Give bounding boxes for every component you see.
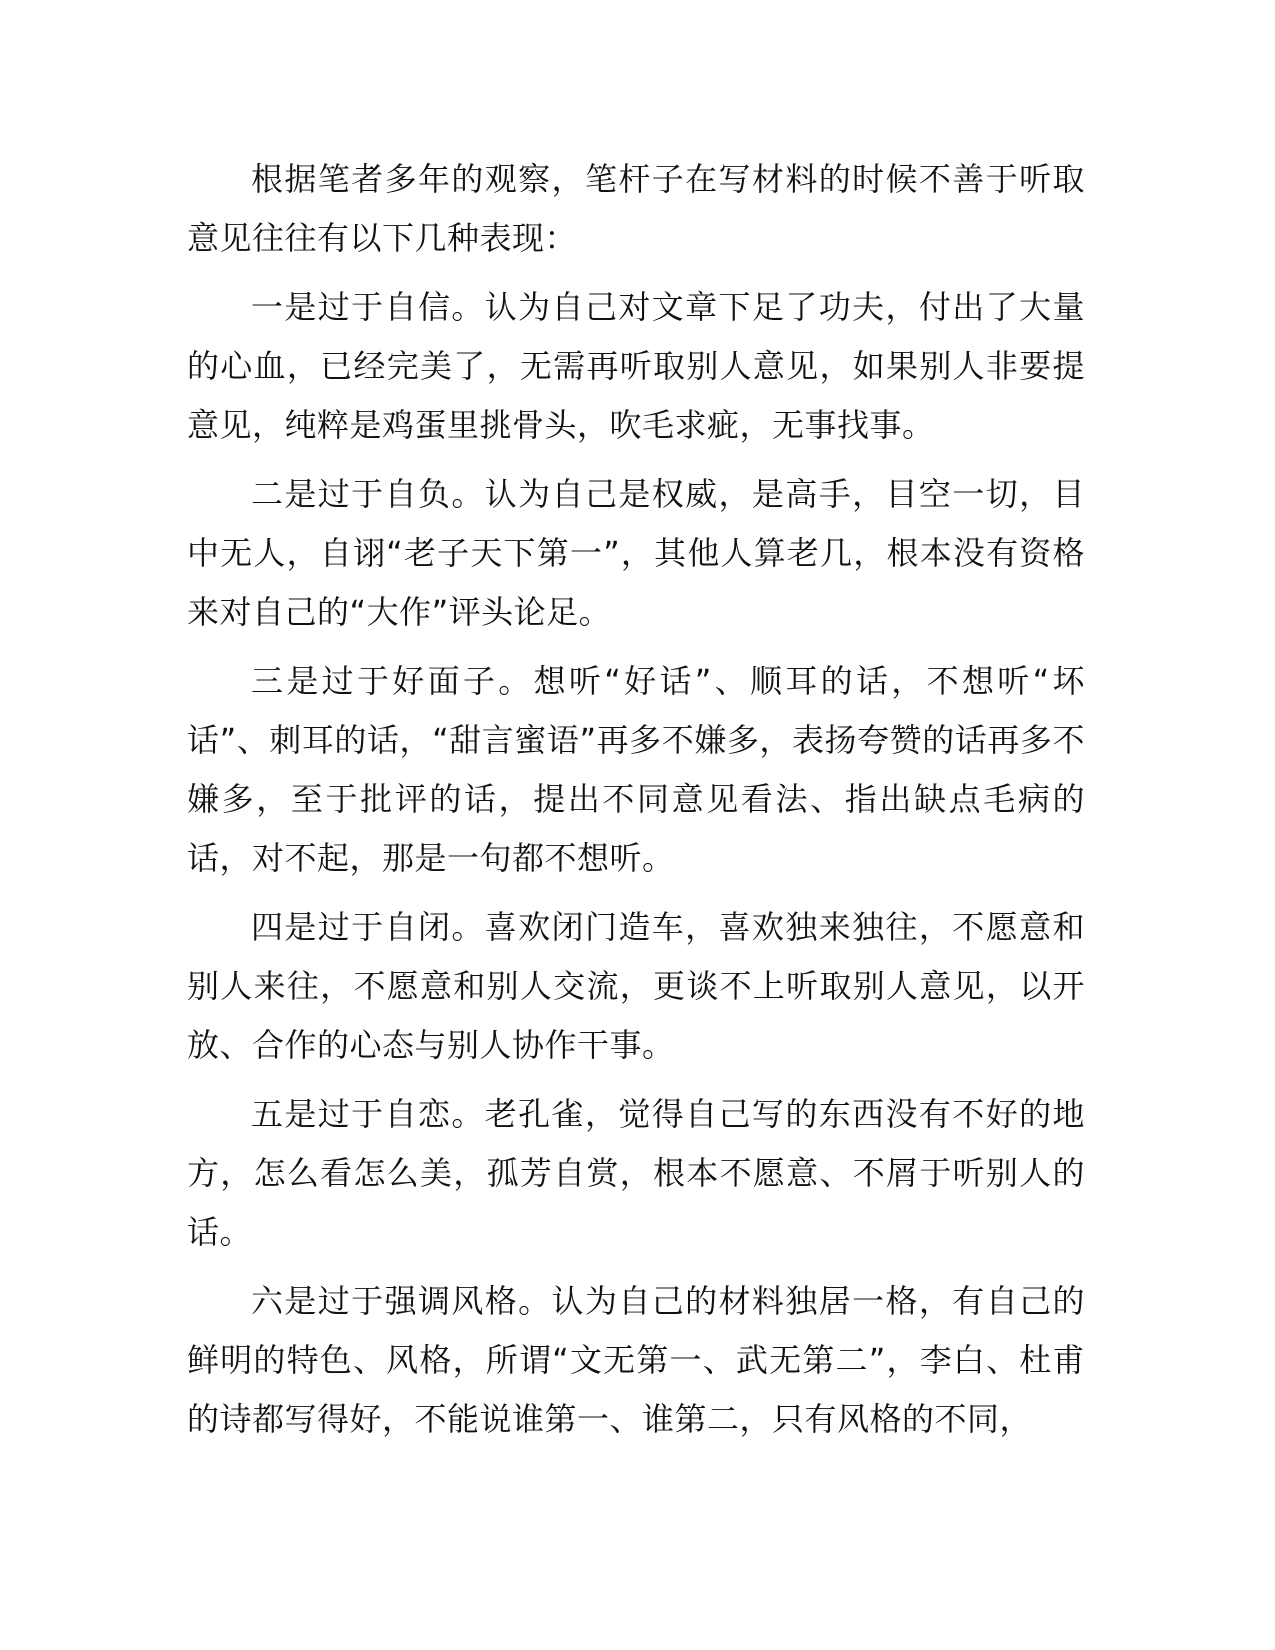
paragraph-narcissistic: 五是过于自恋。老孔雀，觉得自己写的东西没有不好的地方，怎么看怎么美，孤芳自赏，根本不愿意、不屑于听别人的话。 <box>187 1095 1085 1251</box>
paragraph-face-saving: 三是过于好面子。想听“好话”、顺耳的话，不想听“坏话”、刺耳的话，“甜言蜜语”再多不嫌多，表扬夸赞的话再多不嫌多，至于批评的话，提出不同意见看法、指出缺点毛病的话，对不起，那是一句都不想听。 <box>187 662 1085 877</box>
paragraph-closed-off: 四是过于自闭。喜欢闭门造车，喜欢独来独往，不愿意和别人来往，不愿意和别人交流，更谈不上听取别人意见，以开放、合作的心态与别人协作干事。 <box>187 908 1085 1064</box>
document-body <box>187 150 1085 1459</box>
paragraph-overconfident: 一是过于自信。认为自己对文章下足了功夫，付出了大量的心血，已经完美了，无需再听取别人意见，如果别人非要提意见，纯粹是鸡蛋里挑骨头，吹毛求疵，无事找事。 <box>187 288 1085 444</box>
paragraph-style-emphasis: 六是过于强调风格。认为自己的材料独居一格，有自己的鲜明的特色、风格，所谓“文无第一、武无第二”，李白、杜甫的诗都写得好，不能说谁第一、谁第二，只有风格的不同， <box>187 1282 1085 1438</box>
paragraph-conceited: 二是过于自负。认为自己是权威，是高手，目空一切，目中无人，自诩“老子天下第一”，其他人算老几，根本没有资格来对自己的“大作”评头论足。 <box>187 475 1085 631</box>
paragraph-intro: 根据笔者多年的观察，笔杆子在写材料的时候不善于听取意见往往有以下几种表现： <box>187 160 1085 257</box>
